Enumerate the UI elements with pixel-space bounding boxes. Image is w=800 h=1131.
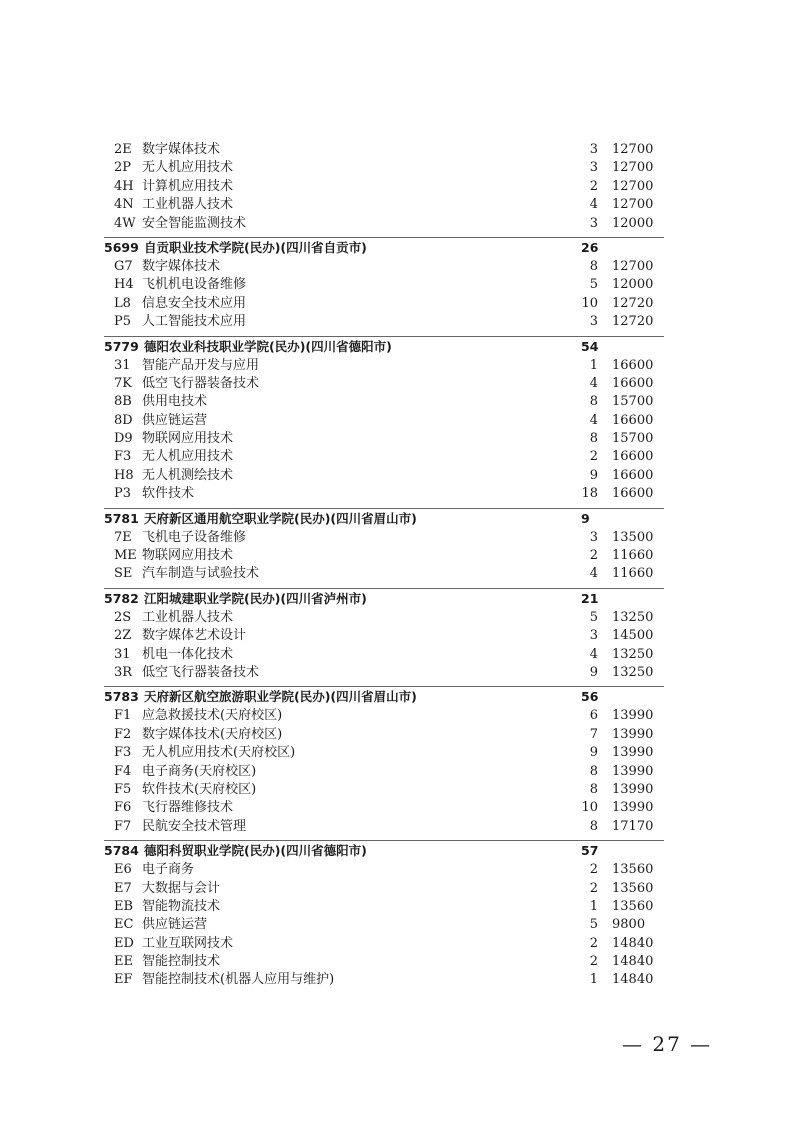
program-code: F5 xyxy=(114,781,132,797)
program-row xyxy=(104,357,664,375)
program-row xyxy=(104,215,664,233)
program-fee: 12700 xyxy=(612,160,654,176)
program-name: 应急救援技术(天府校区) xyxy=(142,708,283,724)
school-total: 56 xyxy=(581,689,599,705)
program-name: 计算机应用技术 xyxy=(142,178,234,194)
program-count: 4 xyxy=(589,646,598,662)
program-name: 工业机器人技术 xyxy=(142,609,234,625)
school-total: 57 xyxy=(581,843,599,859)
program-row xyxy=(104,529,664,547)
program-name: 无人机应用技术 xyxy=(142,449,234,465)
program-row xyxy=(104,467,664,485)
program-row xyxy=(104,781,664,799)
program-row xyxy=(104,627,664,645)
program-fee: 11660 xyxy=(612,548,654,564)
school-code: 5783 xyxy=(104,689,139,705)
program-name: 物联网应用技术 xyxy=(142,431,234,447)
program-name: 电子商务 xyxy=(142,862,195,878)
program-fee: 12700 xyxy=(612,258,654,274)
program-code: F3 xyxy=(114,745,132,761)
program-row xyxy=(104,861,664,879)
program-row xyxy=(104,159,664,177)
program-name: 软件技术(天府校区) xyxy=(142,781,257,797)
program-count: 5 xyxy=(589,917,598,933)
program-name: 安全智能监测技术 xyxy=(142,215,247,231)
program-row xyxy=(104,664,664,682)
program-name: 数字媒体技术 xyxy=(142,142,221,157)
school-name: 德阳科贸职业学院(民办)(四川省德阳市) xyxy=(144,843,367,859)
program-row xyxy=(104,744,664,762)
school-header xyxy=(104,508,664,529)
program-fee: 12000 xyxy=(612,277,654,293)
school-header xyxy=(104,588,664,609)
program-row xyxy=(104,258,664,276)
program-row xyxy=(104,412,664,430)
program-name: 工业互联网技术 xyxy=(142,935,234,951)
program-fee: 15700 xyxy=(612,394,654,410)
program-fee: 14500 xyxy=(612,628,654,644)
program-code: 8D xyxy=(114,412,133,428)
program-row xyxy=(104,898,664,916)
program-fee: 13560 xyxy=(612,898,654,914)
program-count: 4 xyxy=(589,566,598,582)
program-name: 电子商务(天府校区) xyxy=(142,763,257,779)
program-row xyxy=(104,141,664,159)
program-name: 工业机器人技术 xyxy=(142,197,234,213)
program-fee: 16600 xyxy=(612,449,654,465)
program-row xyxy=(104,707,664,725)
program-name: 数字媒体技术(天府校区) xyxy=(142,726,283,742)
program-fee: 13990 xyxy=(612,781,654,797)
program-fee: 13560 xyxy=(612,880,654,896)
program-row xyxy=(104,953,664,971)
program-count: 4 xyxy=(589,375,598,391)
program-fee: 13500 xyxy=(612,529,654,545)
program-fee: 12700 xyxy=(612,197,654,213)
program-code: 2Z xyxy=(114,628,132,644)
program-fee: 13560 xyxy=(612,862,654,878)
program-name: 智能控制技术(机器人应用与维护) xyxy=(142,972,335,988)
program-code: E6 xyxy=(114,862,132,878)
program-fee: 17170 xyxy=(612,818,654,834)
school-header xyxy=(104,686,664,707)
program-row xyxy=(104,313,664,331)
program-name: 物联网应用技术 xyxy=(142,548,234,564)
school-name: 天府新区航空旅游职业学院(民办)(四川省眉山市) xyxy=(144,689,417,705)
program-code: EC xyxy=(114,917,134,933)
program-count: 7 xyxy=(589,726,598,742)
program-code: F3 xyxy=(114,449,132,465)
program-fee: 14840 xyxy=(612,954,654,970)
school-code: 5699 xyxy=(104,239,139,255)
program-code: SE xyxy=(114,566,133,582)
school-header xyxy=(104,840,664,861)
program-count: 8 xyxy=(589,431,598,447)
program-count: 10 xyxy=(581,295,598,311)
program-code: 7K xyxy=(114,375,132,391)
program-count: 6 xyxy=(589,708,598,724)
program-code: 2P xyxy=(114,160,132,176)
program-code: H4 xyxy=(114,277,134,293)
program-code: 2S xyxy=(114,609,132,625)
program-name: 飞机电子设备维修 xyxy=(142,529,247,545)
program-fee: 11660 xyxy=(612,566,654,582)
program-fee: 9800 xyxy=(612,917,646,933)
program-count: 2 xyxy=(589,548,598,564)
program-code: 2E xyxy=(114,142,132,157)
program-count: 4 xyxy=(589,197,598,213)
program-name: 无人机应用技术(天府校区) xyxy=(142,745,296,761)
program-code: EB xyxy=(114,898,134,914)
school-name: 江阳城建职业学院(民办)(四川省泸州市) xyxy=(144,590,367,606)
program-row xyxy=(104,547,664,565)
program-count: 2 xyxy=(589,862,598,878)
school-code: 5782 xyxy=(104,590,139,606)
program-fee: 15700 xyxy=(612,431,654,447)
program-count: 1 xyxy=(589,972,598,988)
program-code: ME xyxy=(114,548,137,564)
program-name: 供用电技术 xyxy=(142,394,208,410)
program-row xyxy=(104,295,664,313)
program-row xyxy=(104,880,664,898)
program-name: 数字媒体技术 xyxy=(142,258,221,274)
program-name: 智能物流技术 xyxy=(142,898,221,914)
program-row xyxy=(104,430,664,448)
program-count: 3 xyxy=(589,628,598,644)
program-count: 8 xyxy=(589,818,598,834)
program-count: 3 xyxy=(589,142,598,157)
program-count: 3 xyxy=(589,314,598,330)
program-count: 9 xyxy=(589,664,598,680)
school-name: 自贡职业技术学院(民办)(四川省自贡市) xyxy=(144,239,367,255)
school-header xyxy=(104,336,664,357)
program-count: 8 xyxy=(589,781,598,797)
program-name: 供应链运营 xyxy=(142,412,208,428)
program-row xyxy=(104,935,664,953)
program-code: P5 xyxy=(114,314,132,330)
program-count: 10 xyxy=(581,800,598,816)
school-code: 5781 xyxy=(104,510,139,526)
program-row xyxy=(104,485,664,503)
program-name: 低空飞行器装备技术 xyxy=(142,375,260,391)
program-count: 9 xyxy=(589,745,598,761)
program-row xyxy=(104,916,664,934)
program-fee: 14840 xyxy=(612,935,654,951)
program-code: 4H xyxy=(114,178,134,194)
program-fee: 12000 xyxy=(612,215,654,231)
program-code: G7 xyxy=(114,258,133,274)
program-fee: 13990 xyxy=(612,708,654,724)
program-row xyxy=(104,393,664,411)
program-list xyxy=(104,141,664,990)
program-row xyxy=(104,971,664,989)
program-name: 智能产品开发与应用 xyxy=(142,357,260,373)
program-count: 8 xyxy=(589,258,598,274)
program-fee: 13990 xyxy=(612,726,654,742)
program-code: L8 xyxy=(114,295,131,311)
school-total: 26 xyxy=(581,239,599,255)
school-header xyxy=(104,237,664,258)
program-name: 智能控制技术 xyxy=(142,954,221,970)
program-fee: 13250 xyxy=(612,664,654,680)
school-code: 5779 xyxy=(104,338,139,354)
program-row xyxy=(104,818,664,836)
program-fee: 13990 xyxy=(612,745,654,761)
program-code: 4N xyxy=(114,197,134,213)
page-number: — 27 — xyxy=(622,1032,713,1056)
program-count: 2 xyxy=(589,178,598,194)
program-count: 5 xyxy=(589,277,598,293)
program-name: 机电一体化技术 xyxy=(142,646,234,662)
program-row xyxy=(104,178,664,196)
program-count: 9 xyxy=(589,467,598,483)
program-name: 低空飞行器装备技术 xyxy=(142,664,260,680)
program-code: EE xyxy=(114,954,133,970)
program-row xyxy=(104,763,664,781)
program-code: 4W xyxy=(114,215,136,231)
program-code: H8 xyxy=(114,467,134,483)
program-count: 18 xyxy=(581,486,598,502)
program-code: F7 xyxy=(114,818,132,834)
program-name: 无人机测绘技术 xyxy=(142,467,234,483)
program-name: 供应链运营 xyxy=(142,917,208,933)
program-fee: 12700 xyxy=(612,142,654,157)
program-name: 人工智能技术应用 xyxy=(142,314,247,330)
program-fee: 12720 xyxy=(612,314,654,330)
program-code: ED xyxy=(114,935,134,951)
program-count: 4 xyxy=(589,412,598,428)
program-fee: 13250 xyxy=(612,646,654,662)
program-row xyxy=(104,196,664,214)
program-code: E7 xyxy=(114,880,132,896)
program-row xyxy=(104,565,664,583)
program-name: 汽车制造与试验技术 xyxy=(142,566,260,582)
program-fee: 13250 xyxy=(612,609,654,625)
program-code: D9 xyxy=(114,431,133,447)
school-name: 德阳农业科技职业学院(民办)(四川省德阳市) xyxy=(144,338,392,354)
program-code: F1 xyxy=(114,708,132,724)
school-code: 5784 xyxy=(104,843,139,859)
program-count: 2 xyxy=(589,954,598,970)
program-code: 3R xyxy=(114,664,133,680)
program-name: 飞机机电设备维修 xyxy=(142,277,247,293)
school-name: 天府新区通用航空职业学院(民办)(四川省眉山市) xyxy=(144,510,417,526)
program-row xyxy=(104,726,664,744)
program-fee: 16600 xyxy=(612,412,654,428)
school-total: 9 xyxy=(581,510,590,526)
program-code: 31 xyxy=(114,357,131,373)
program-code: 7E xyxy=(114,529,132,545)
program-count: 1 xyxy=(589,898,598,914)
program-count: 3 xyxy=(589,215,598,231)
program-code: P3 xyxy=(114,486,132,502)
program-name: 软件技术 xyxy=(142,486,195,502)
program-fee: 12720 xyxy=(612,295,654,311)
program-fee: 16600 xyxy=(612,486,654,502)
program-count: 2 xyxy=(589,935,598,951)
program-name: 无人机应用技术 xyxy=(142,160,234,176)
program-count: 5 xyxy=(589,609,598,625)
program-fee: 13990 xyxy=(612,800,654,816)
program-count: 8 xyxy=(589,394,598,410)
program-name: 飞行器维修技术 xyxy=(142,800,234,816)
program-code: F2 xyxy=(114,726,132,742)
program-code: 8B xyxy=(114,394,132,410)
program-code: 31 xyxy=(114,646,131,662)
program-fee: 12700 xyxy=(612,178,654,194)
program-code: EF xyxy=(114,972,133,988)
program-row xyxy=(104,609,664,627)
program-row xyxy=(104,646,664,664)
program-count: 2 xyxy=(589,880,598,896)
program-fee: 14840 xyxy=(612,972,654,988)
program-name: 民航安全技术管理 xyxy=(142,818,247,834)
program-count: 8 xyxy=(589,763,598,779)
program-code: F6 xyxy=(114,800,132,816)
program-fee: 16600 xyxy=(612,467,654,483)
program-count: 3 xyxy=(589,529,598,545)
program-code: F4 xyxy=(114,763,132,779)
program-name: 大数据与会计 xyxy=(142,880,221,896)
school-total: 54 xyxy=(581,338,599,354)
program-fee: 16600 xyxy=(612,375,654,391)
school-total: 21 xyxy=(581,590,599,606)
program-name: 数字媒体艺术设计 xyxy=(142,628,247,644)
program-fee: 13990 xyxy=(612,763,654,779)
program-count: 1 xyxy=(589,357,598,373)
program-fee: 16600 xyxy=(612,357,654,373)
program-row xyxy=(104,448,664,466)
program-name: 信息安全技术应用 xyxy=(142,295,247,311)
program-row xyxy=(104,799,664,817)
program-row xyxy=(104,276,664,294)
program-row xyxy=(104,375,664,393)
program-count: 2 xyxy=(589,449,598,465)
program-count: 3 xyxy=(589,160,598,176)
